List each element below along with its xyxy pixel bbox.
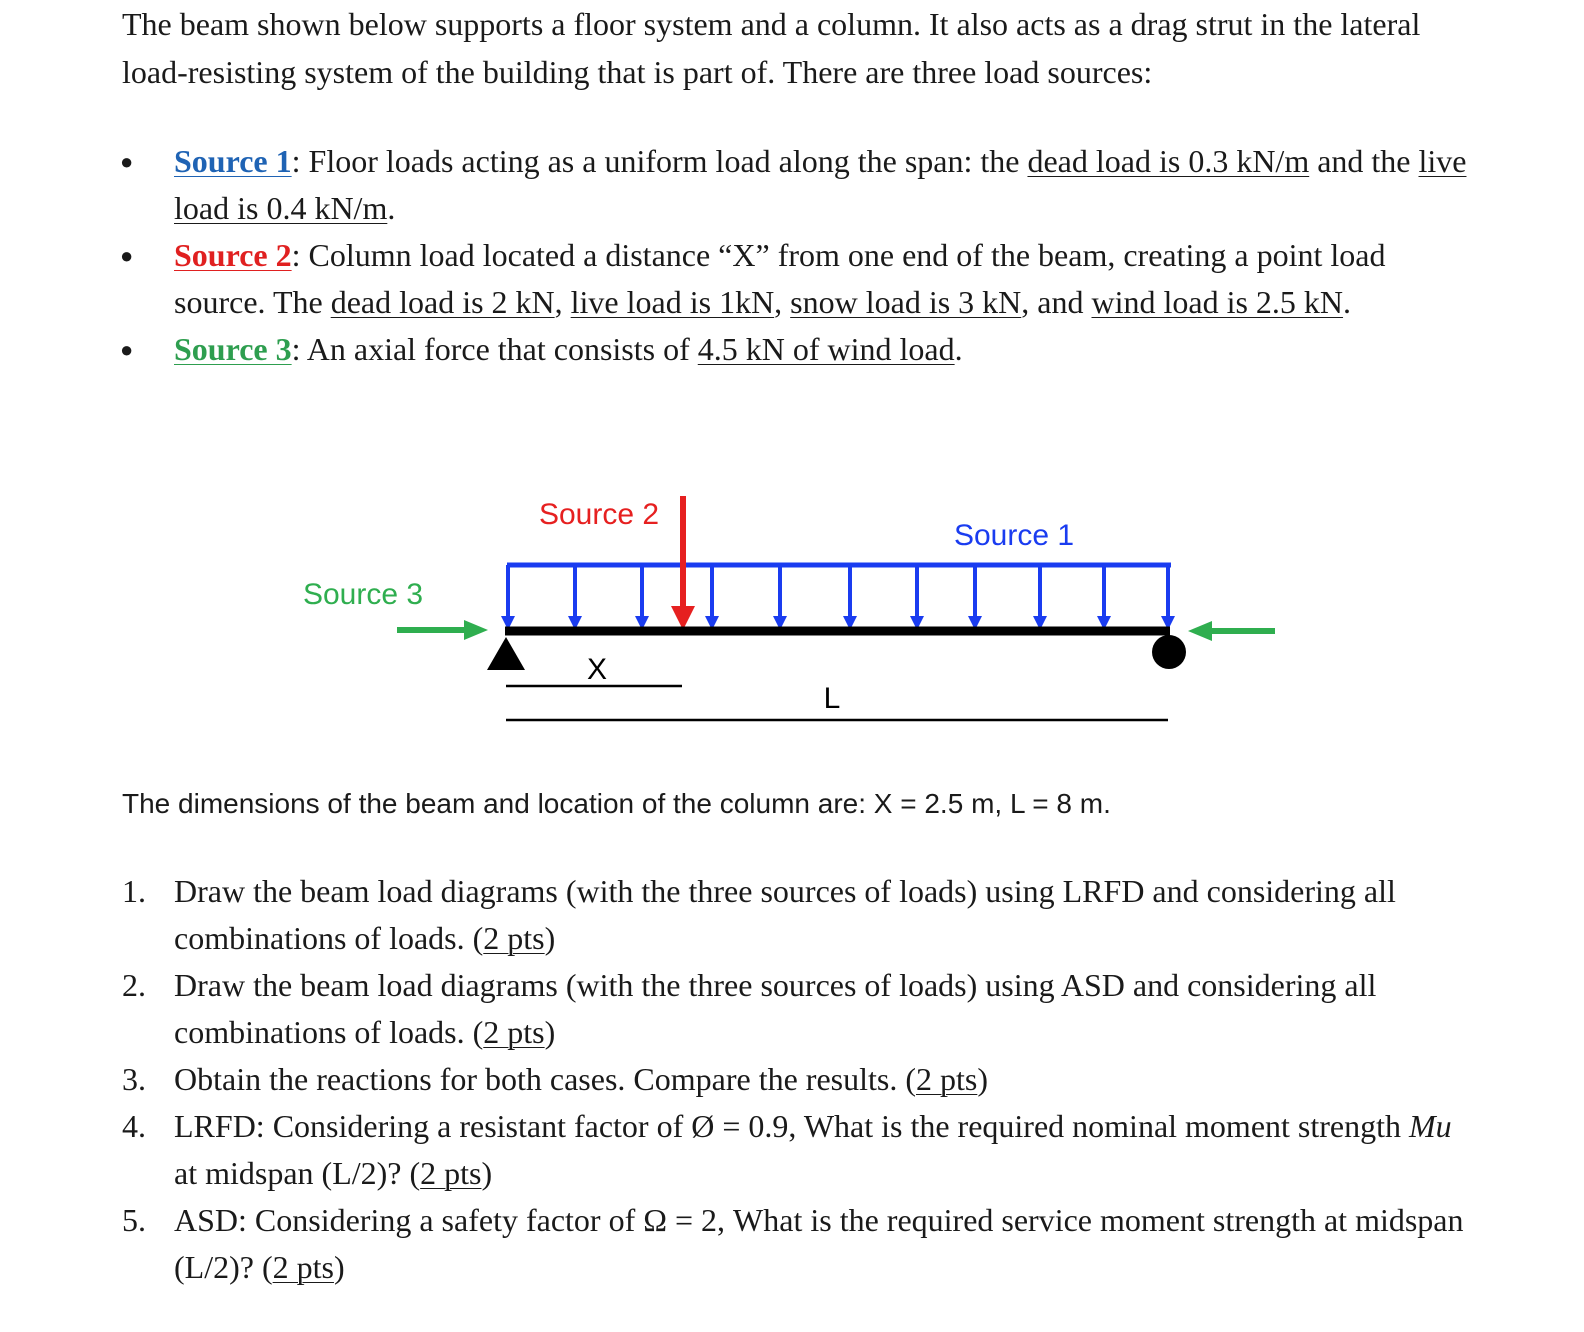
l-dimension-label: L bbox=[823, 682, 841, 715]
question-close: ) bbox=[977, 1061, 988, 1097]
beam-diagram bbox=[0, 470, 1584, 750]
source-2-text-3: , bbox=[774, 284, 791, 320]
bullet-icon: ● bbox=[120, 337, 134, 362]
pin-support bbox=[487, 637, 525, 670]
bullet-icon: ● bbox=[120, 243, 134, 268]
question-4 bbox=[122, 1103, 1482, 1197]
source-2-snow-load: snow load is 3 kN bbox=[790, 284, 1022, 320]
bullet-icon: ● bbox=[120, 149, 134, 174]
question-points: 2 pts bbox=[483, 920, 545, 956]
source-2-dead-load: dead load is 2 kN bbox=[330, 284, 555, 320]
source-3-label: Source 3 bbox=[174, 331, 292, 367]
question-close: ) bbox=[481, 1155, 493, 1191]
source-3-text-2: . bbox=[954, 331, 963, 367]
source-2-text: : Column load located a distance “X” from one end of the beam, creating a point load source. The bbox=[174, 237, 1386, 320]
source-1-diagram-label: Source 1 bbox=[953, 519, 1075, 552]
source-1-text: : Floor loads acting as a uniform load along the span: the bbox=[291, 143, 1028, 179]
source-2-diagram-label: Source 2 bbox=[538, 498, 660, 531]
questions-list bbox=[122, 868, 1482, 1291]
source-3-item bbox=[122, 326, 1482, 373]
roller-support bbox=[1152, 635, 1186, 669]
question-text-2: at midspan (L/2)? ( bbox=[174, 1155, 421, 1191]
source-2-item bbox=[122, 232, 1482, 326]
question-points: 2 pts bbox=[483, 1014, 545, 1050]
source-3-text: : An axial force that consists of bbox=[291, 331, 698, 367]
source-1-live-load: live load is 0.4 kN/m bbox=[174, 143, 1467, 226]
question-close: ) bbox=[333, 1249, 345, 1285]
question-points: 2 pts bbox=[272, 1249, 334, 1285]
load-sources-list bbox=[122, 138, 1482, 373]
question-points: 2 pts bbox=[916, 1061, 978, 1097]
dimensions-statement: The dimensions of the beam and location of the column are: X = 2.5 m, L = 8 m. bbox=[122, 788, 1111, 819]
source-2-text-2: , bbox=[554, 284, 571, 320]
question-1 bbox=[122, 868, 1482, 962]
question-5 bbox=[122, 1197, 1482, 1291]
source-2-wind-load: wind load is 2.5 kN bbox=[1091, 284, 1344, 320]
question-number: 3. bbox=[122, 1061, 146, 1097]
question-3 bbox=[122, 1056, 1482, 1103]
question-points: 2 pts bbox=[420, 1155, 482, 1191]
axial-arrow-left-head bbox=[464, 620, 488, 640]
source-1-item bbox=[122, 138, 1482, 232]
source-1-dead-load: dead load is 0.3 kN/m bbox=[1027, 143, 1310, 179]
source-2-text-5: . bbox=[1343, 284, 1352, 320]
axial-arrow-right-head bbox=[1188, 621, 1212, 641]
question-text: LRFD: Considering a resistant factor of Ø = 0.9, What is the required nominal moment strength bbox=[174, 1108, 1409, 1144]
question-close: ) bbox=[544, 920, 556, 956]
question-number: 1. bbox=[122, 873, 146, 909]
question-close: ) bbox=[544, 1014, 556, 1050]
source-3-wind-load: 4.5 kN of wind load bbox=[697, 331, 955, 367]
source-1-text-2: and the bbox=[1309, 143, 1419, 179]
question-text: Obtain the reactions for both cases. Compare the results. ( bbox=[174, 1061, 916, 1097]
source-1-text-3: . bbox=[387, 190, 396, 226]
source-2-text-4: , and bbox=[1021, 284, 1092, 320]
question-text: Draw the beam load diagrams (with the three sources of loads) using LRFD and considering all combinations of loads. ( bbox=[174, 873, 1396, 956]
question-number: 4. bbox=[122, 1108, 146, 1144]
source-3-diagram-label: Source 3 bbox=[302, 578, 424, 611]
point-load-arrow-head bbox=[671, 606, 695, 630]
uniform-load-arrows bbox=[501, 565, 1175, 630]
question-number: 2. bbox=[122, 967, 146, 1003]
source-2-label: Source 2 bbox=[174, 237, 292, 273]
question-number: 5. bbox=[122, 1202, 146, 1238]
source-2-live-load: live load is 1kN bbox=[570, 284, 775, 320]
question-text: ASD: Considering a safety factor of Ω = 2, What is the required service moment strength at midspan (L/2)? ( bbox=[174, 1202, 1464, 1285]
intro-paragraph: The beam shown below supports a floor system and a column. It also acts as a drag strut in the lateral load-resisting system of the building that is part of. There are three load sources: bbox=[122, 6, 1421, 90]
x-dimension-label: X bbox=[586, 653, 608, 686]
question-2 bbox=[122, 962, 1482, 1056]
question-text: Draw the beam load diagrams (with the three sources of loads) using ASD and considering all combinations of loads. ( bbox=[174, 967, 1377, 1050]
source-1-label: Source 1 bbox=[174, 143, 292, 179]
moment-symbol: Mu bbox=[1409, 1108, 1452, 1144]
